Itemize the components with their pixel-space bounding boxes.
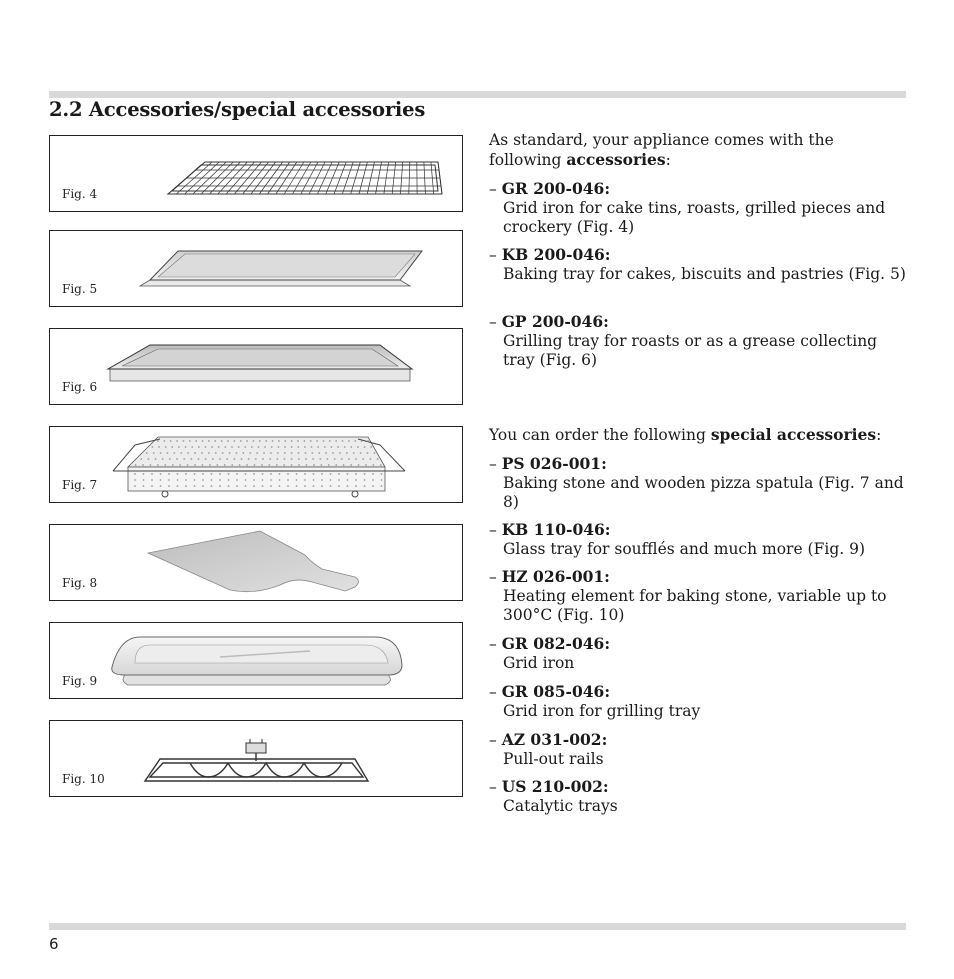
item-description: Baking stone and wooden pizza spatula (Fig. 7 and 8) — [503, 474, 904, 511]
item-description: Grid iron for grilling tray — [503, 702, 701, 720]
list-item — [489, 777, 909, 816]
intro-bold: accessories — [566, 150, 666, 169]
figure-label: Fig. 4 — [62, 187, 98, 201]
list-item — [489, 454, 909, 512]
dash: – — [489, 246, 502, 264]
dash: – — [489, 521, 502, 539]
item-description: Grid iron for cake tins, roasts, grilled pieces and crockery (Fig. 4) — [503, 199, 886, 236]
list-item — [489, 520, 909, 559]
dash: – — [489, 455, 502, 473]
item-description: Grilling tray for roasts or as a grease collecting tray (Fig. 6) — [503, 332, 878, 369]
dash: – — [489, 313, 502, 331]
item-description: Glass tray for soufflés and much more (Fig. 9) — [503, 540, 866, 558]
item-code: KB 200-046: — [501, 245, 611, 264]
figure-label: Fig. 5 — [62, 282, 98, 296]
figure-10-heating-element — [49, 720, 463, 797]
grilling-tray-illustration — [50, 329, 464, 406]
dash: – — [489, 731, 502, 749]
standard-accessories-intro — [489, 131, 909, 170]
heating-element-illustration — [50, 721, 464, 798]
figure-label: Fig. 10 — [62, 772, 105, 786]
item-description: Pull-out rails — [503, 750, 604, 768]
dash: – — [489, 778, 502, 796]
figure-8-pizza-spatula — [49, 524, 463, 601]
item-description: Heating element for baking stone, variable up to 300°C (Fig. 10) — [503, 587, 887, 624]
dash: – — [489, 568, 502, 586]
dash: – — [489, 635, 502, 653]
item-code: AZ 031-002: — [501, 730, 608, 749]
item-description: Baking tray for cakes, biscuits and pastries (Fig. 5) — [503, 265, 906, 283]
page-number: 6 — [49, 935, 59, 953]
item-code: GP 200-046: — [501, 312, 609, 331]
item-code: KB 110-046: — [501, 520, 611, 539]
figure-label: Fig. 9 — [62, 674, 98, 688]
item-code: HZ 026-001: — [501, 567, 610, 586]
item-code: PS 026-001: — [501, 454, 607, 473]
figure-5-baking-tray — [49, 230, 463, 307]
item-code: GR 200-046: — [501, 179, 611, 198]
intro-suffix: : — [876, 426, 882, 444]
list-item — [489, 730, 909, 769]
figure-7-baking-stone — [49, 426, 463, 503]
baking-stone-illustration — [50, 427, 464, 504]
figure-label: Fig. 6 — [62, 380, 98, 394]
special-accessories-intro — [489, 425, 909, 445]
list-item — [489, 245, 909, 284]
item-description: Catalytic trays — [503, 797, 618, 815]
grid-iron-illustration — [50, 136, 464, 213]
list-item — [489, 682, 909, 721]
glass-tray-illustration — [50, 623, 464, 700]
figure-4-grid-iron — [49, 135, 463, 212]
intro-text: You can order the following — [489, 426, 711, 444]
figure-label: Fig. 7 — [62, 478, 98, 492]
figure-6-grilling-tray — [49, 328, 463, 405]
list-item — [489, 567, 909, 625]
item-code: GR 085-046: — [501, 682, 611, 701]
intro-text: As standard, your appliance comes with the following — [489, 131, 834, 169]
section-heading: 2.2 Accessories/special accessories — [49, 98, 426, 121]
bottom-divider-bar — [49, 923, 906, 930]
list-item — [489, 179, 909, 237]
intro-suffix: : — [665, 151, 671, 169]
dash: – — [489, 683, 502, 701]
item-description: Grid iron — [503, 654, 575, 672]
item-code: US 210-002: — [501, 777, 609, 796]
dash: – — [489, 180, 502, 198]
pizza-spatula-illustration — [50, 525, 464, 602]
figure-9-glass-tray — [49, 622, 463, 699]
list-item — [489, 312, 909, 370]
list-item — [489, 634, 909, 673]
item-code: GR 082-046: — [501, 634, 611, 653]
baking-tray-illustration — [50, 231, 464, 308]
figure-label: Fig. 8 — [62, 576, 98, 590]
top-divider-bar — [49, 91, 906, 98]
intro-bold: special accessories — [710, 425, 877, 444]
